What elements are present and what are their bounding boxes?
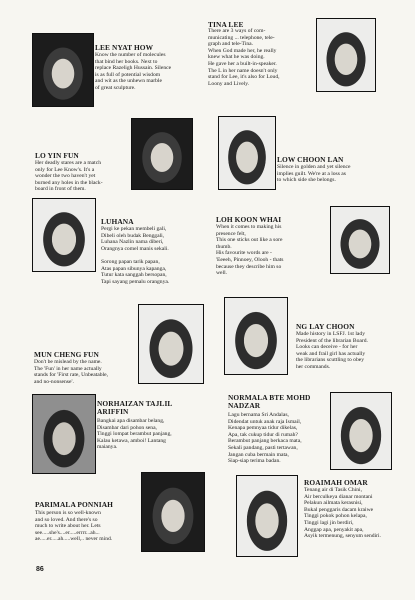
- photo-tina-lee: [316, 18, 376, 92]
- page-number: 86: [36, 566, 44, 573]
- profile-name: NORHAIZAN TAJLIL ARIFFIN: [97, 399, 173, 416]
- profile-name: LO YIN FUN: [35, 151, 79, 160]
- profile-name: LEE NYAT HOW: [95, 43, 154, 52]
- profile-name: NORMALA BTE MOHD NADZAR: [228, 393, 311, 410]
- profile-name: TINA LEE: [208, 20, 244, 29]
- profile-name: ROAIMAH OMAR: [304, 478, 368, 487]
- profile-blurb: Bangkai apa disambar belang, Disambar dari pohon sena, Tinggi lompat berambut panjang, Kalau ketawa, amboi! Lantang maianya.: [97, 418, 172, 451]
- profile-blurb: Her deadly stares are a match only for Lee Know's. It's a wonder the two haven't yet burned any holes in the black- board in front of them.: [35, 160, 103, 193]
- profile-blurb: This person is so well-known and so loved. And there's so much to write about her. Lets see.....she's....er.....errrr...ah... ae.....er.....ah.....well,.. never mind.: [35, 510, 113, 543]
- photo-low-choon-lan: [218, 116, 276, 190]
- profile-blurb: Silence in golden and yet silence implies guilt. We're at a loss as to which side she belongs.: [277, 164, 351, 184]
- photo-normala: [330, 392, 392, 470]
- photo-mun-cheng-fun: [138, 304, 204, 384]
- profile-blurb: Made history in LSFJ. 1st lady President of the librarian Board. Looks can deceive - for her weak and frail girl has actually the librarians scuttling to obey her commands.: [296, 331, 368, 370]
- profile-name: MUN CHENG FUN: [34, 350, 99, 359]
- photo-loh-koon-whai: [330, 206, 390, 274]
- profile-name: NG LAY CHOON: [296, 322, 355, 331]
- profile-blurb: There are 3 ways of com- municating ... telephone, tele- graph and tele-Tina. When God made her, he really knew what he was doing. He gave her a built-in-speaker. The L in her name doesn't only stand for Lee, it's also for Loud, Loony and Lively.: [208, 28, 280, 87]
- profile-blurb: Lagu bernama Sri Andalas, Didendat untuk anak raja Ismail, Kenapa pemnyaa tidur dikelas, Apa, tak cukup tidur di rumah? Berambut panjang berkaca mata, Sekali pandang, pasti tertawan, Jangan cuba bermain mata, Siap-siap terima badan.: [228, 412, 302, 465]
- photo-parimala: [141, 472, 205, 552]
- profile-blurb: Know the number of molecules that bind her books. Next to replace Razeligh Hussain. Silence is as full of potential wisdom and wit as the unhewn marble of great sculpture.: [95, 52, 172, 91]
- photo-norhaizan: [32, 394, 96, 474]
- photo-luhana: [32, 198, 96, 272]
- profile-blurb: Don't be mislead by the name. The 'Fun' in her name actually stands for 'First rate, Unbeatable, and no-nonsense'.: [34, 359, 109, 385]
- profile-blurb: When it comes to making his presence felt, This one sticks out like a sore thumb. His favourite words are - 'Eeeeh, Pinnoey, Olooh - thats because they describe him so well.: [216, 224, 284, 277]
- profile-blurb: Pergi ke pekan membeli gali, Dibeli oleh budak Benggali, Luhana Nazlin nama diberi, Orangnya comel manis sekali. Sorong papan tarik papan, Atas papan sibunya kapanga, Tutur kata sanggah bersopan, Tapi sayang pemalu orangnya.: [101, 226, 170, 285]
- photo-roaimah: [236, 475, 298, 557]
- profile-name: PARIMALA PONNIAH: [35, 500, 114, 509]
- photo-lee-nyat-how: [32, 33, 94, 107]
- photo-ng-lay-choon: [224, 297, 288, 375]
- profile-name: LOH KOON WHAI: [216, 215, 282, 224]
- profile-name: LOW CHOON LAN: [277, 155, 344, 164]
- profile-name: LUHANA: [101, 217, 134, 226]
- photo-lo-yin-fun: [131, 118, 193, 190]
- profile-blurb: Tenang air di Tasik Chini, Air berculkeya dianar montani Pelakun ailmata kerasnisi, Bukal penggaris dacam kraiwe Tinggi pokok pohon kelapa, Tinggi lagi jin berdiri, Anggap apa, penyakit apa, Asyik termenung, senyum sendiri.: [304, 487, 381, 540]
